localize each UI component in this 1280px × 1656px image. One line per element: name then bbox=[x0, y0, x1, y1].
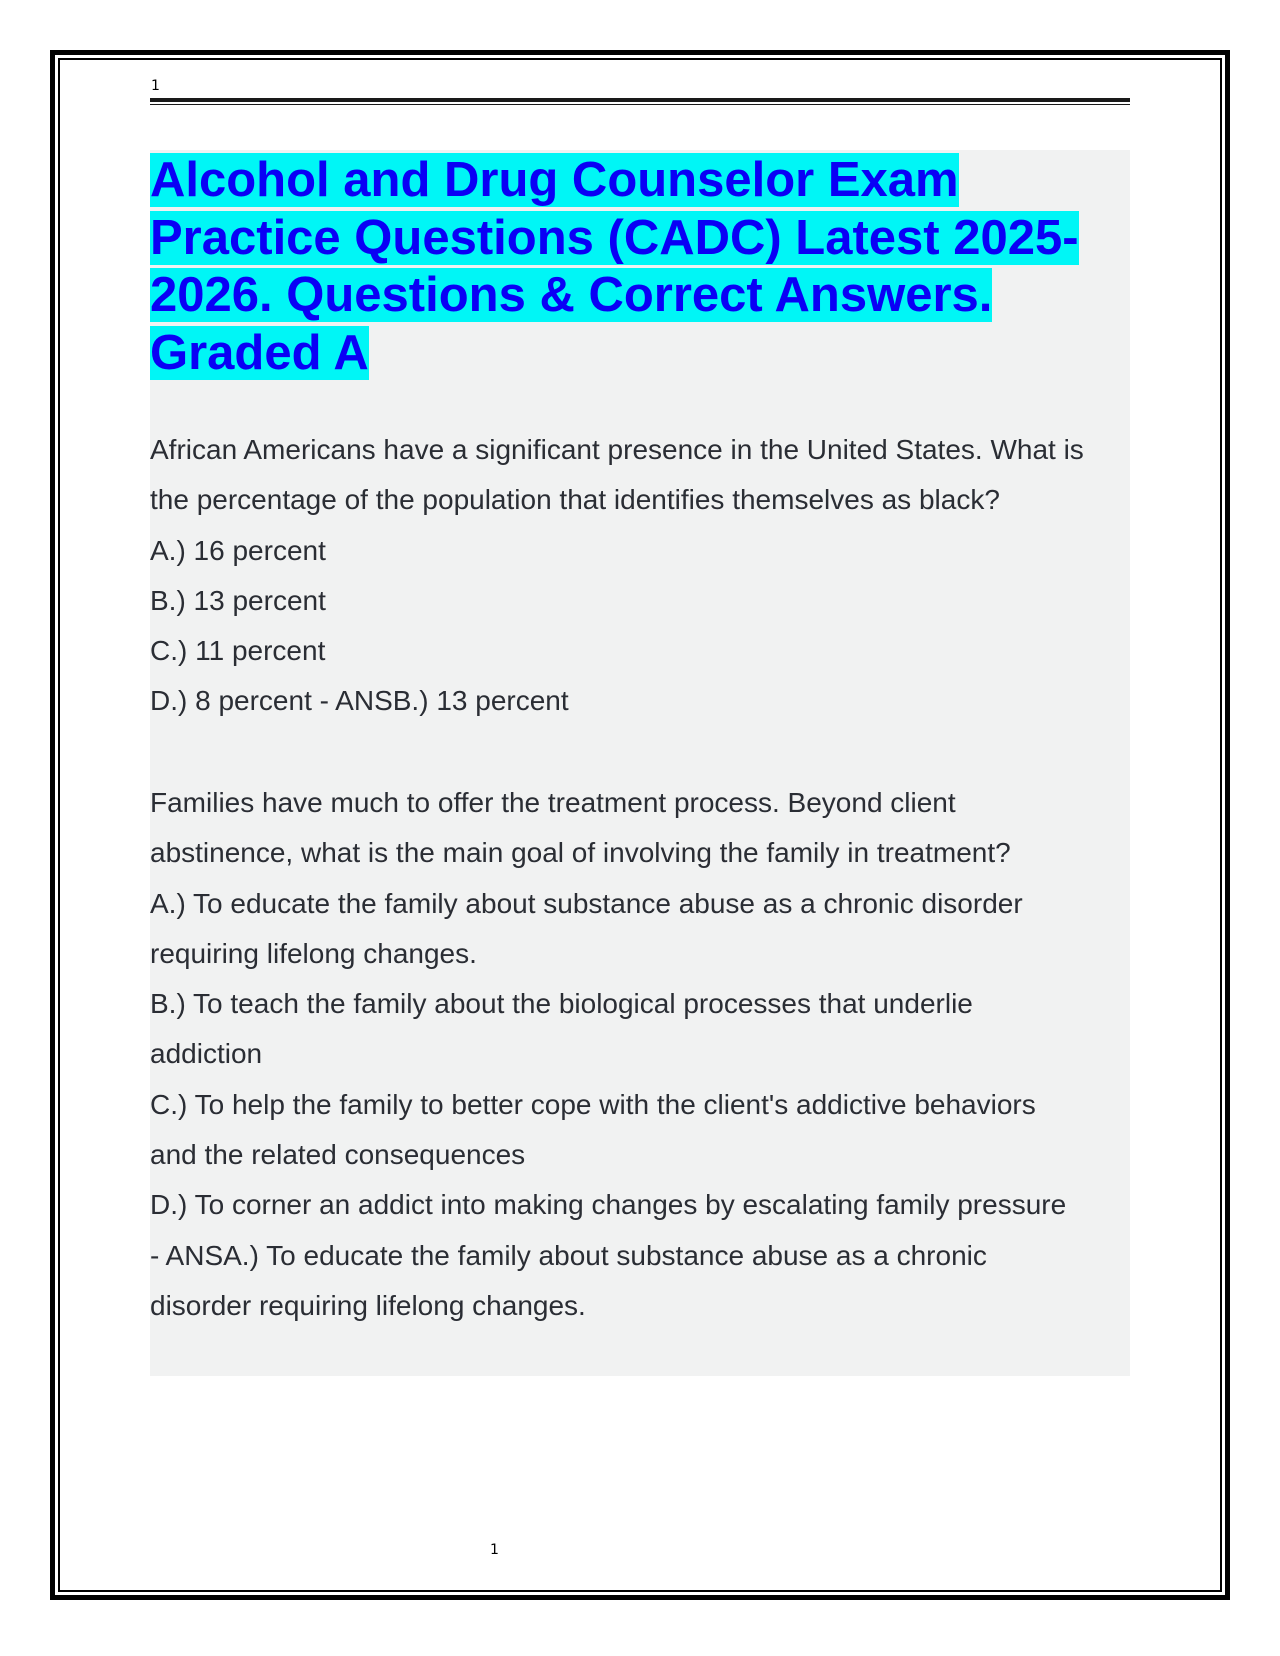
question-2-answer-cont: disorder requiring lifelong changes. bbox=[150, 1289, 586, 1321]
document-title bbox=[150, 152, 1130, 382]
question-1-option-d-answer: D.) 8 percent - ANSB.) 13 percent bbox=[150, 685, 569, 717]
header-page-number: 1 bbox=[151, 78, 160, 94]
header-rule-thin bbox=[150, 104, 1130, 105]
footer-page-number: 1 bbox=[490, 1542, 499, 1558]
question-2-option-d: D.) To corner an addict into making changes by escalating family pressure bbox=[150, 1189, 1067, 1221]
question-1-option-c: C.) 11 percent bbox=[150, 635, 326, 667]
question-1-line: African Americans have a significant presence in the United States. What is bbox=[150, 434, 1084, 465]
question-2-answer: - ANSA.) To educate the family about substance abuse as a chronic bbox=[150, 1239, 987, 1271]
question-1-option-b: B.) 13 percent bbox=[150, 584, 326, 616]
question-2-option-a-cont: requiring lifelong changes. bbox=[150, 937, 477, 969]
question-2-option-b-cont: addiction bbox=[150, 1038, 263, 1070]
question-1-line: the percentage of the population that identifies themselves as black? bbox=[150, 484, 1000, 516]
question-2-line: Families have much to offer the treatment process. Beyond client bbox=[150, 787, 956, 818]
question-1-option-a: A.) 16 percent bbox=[150, 534, 326, 566]
document-title-text: Alcohol and Drug Counselor Exam Practice Questions (CADC) Latest 2025-2026. Questions & Correct Answers. Graded A bbox=[150, 153, 1079, 380]
header-rule bbox=[150, 98, 1130, 102]
question-1 bbox=[150, 425, 1140, 727]
question-2-option-a: A.) To educate the family about substance abuse as a chronic disorder bbox=[150, 887, 1023, 919]
question-2-option-c: C.) To help the family to better cope with the client's addictive behaviors bbox=[150, 1088, 1036, 1120]
question-2-option-c-cont: and the related consequences bbox=[150, 1139, 526, 1171]
question-2 bbox=[150, 778, 1140, 1331]
question-2-option-b: B.) To teach the family about the biological processes that underlie bbox=[150, 988, 973, 1020]
question-2-line: abstinence, what is the main goal of involving the family in treatment? bbox=[150, 837, 1011, 869]
